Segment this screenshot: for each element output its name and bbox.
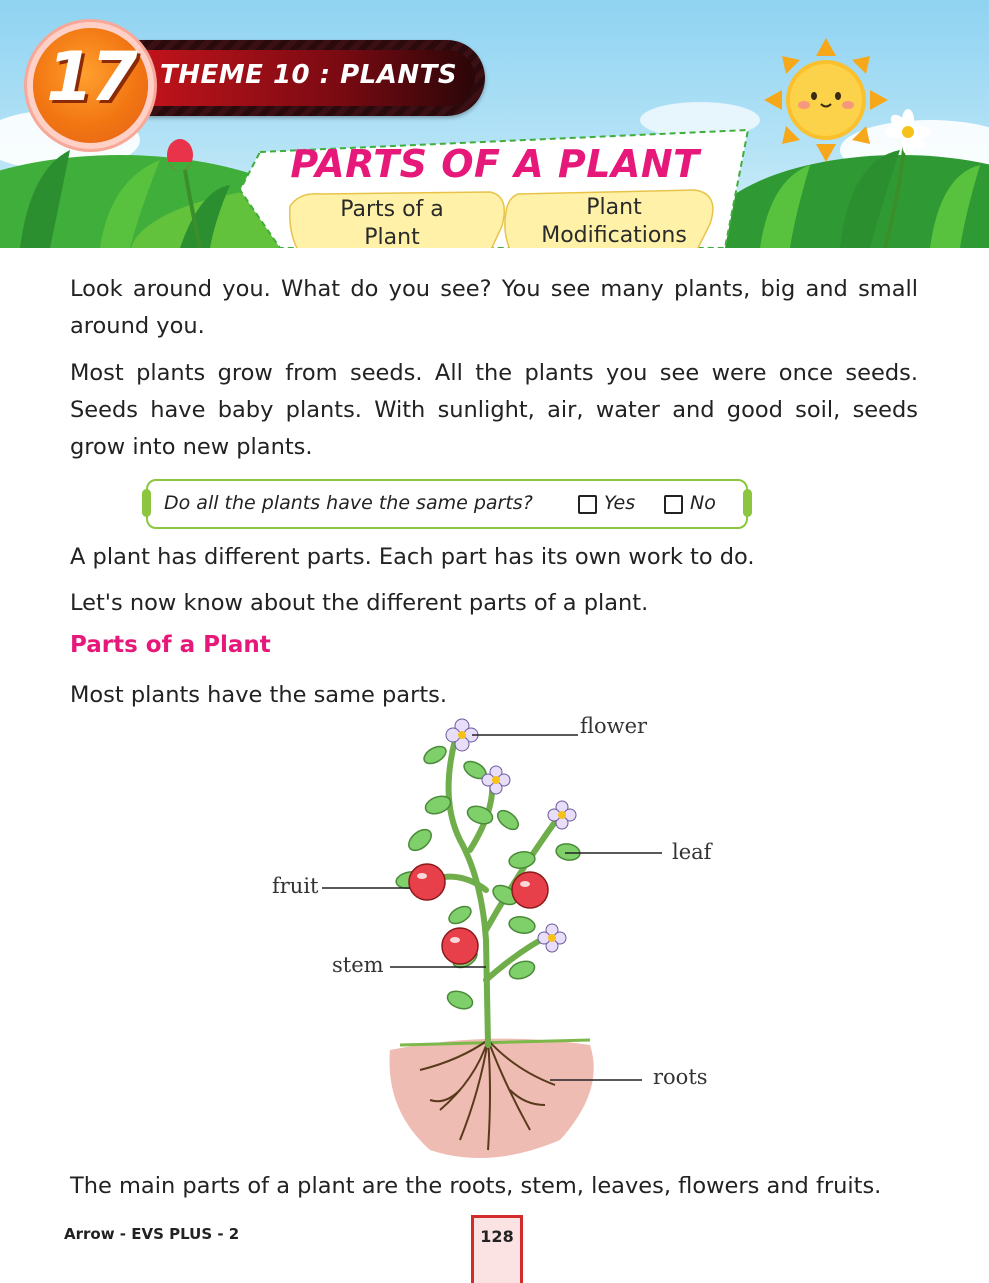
tab-label-line1: Parts of a: [340, 197, 444, 222]
chapter-theme: THEME 10 : PLANTS: [160, 60, 458, 90]
seeds-paragraph: Most plants grow from seeds. All the plants you see were once seeds. Seeds have baby plants. With sunlight, air, water and good soil, seeds grow into new plants.: [70, 360, 918, 460]
question-text: Do all the plants have the same parts?: [164, 492, 533, 514]
header-banner: [0, 0, 989, 248]
question-box-cap-left: [142, 489, 151, 517]
label-roots: roots: [653, 1065, 708, 1089]
question-box: [146, 479, 748, 529]
soil-illustration: [390, 1039, 594, 1158]
tab-plant-modifications[interactable]: [530, 194, 698, 250]
page-number: 128: [480, 1227, 514, 1246]
parts-paragraph: A plant has different parts. Each part has its own work to do.: [70, 544, 755, 570]
summary-paragraph: The main parts of a plant are the roots, stem, leaves, flowers and fruits.: [70, 1173, 882, 1199]
section-heading: Parts of a Plant: [70, 632, 271, 658]
same-parts-paragraph: Most plants have the same parts.: [70, 682, 448, 708]
label-stem: stem: [332, 953, 384, 977]
tab-label-line1: Plant: [586, 195, 642, 220]
label-fruit: fruit: [272, 874, 319, 898]
tab-parts-of-a-plant[interactable]: [322, 196, 462, 252]
yes-checkbox[interactable]: [578, 495, 597, 514]
plant-diagram: [260, 710, 720, 1170]
intro-paragraph: Look around you. What do you see? You see many plants, big and small around you.: [70, 276, 918, 339]
label-flower: flower: [580, 714, 648, 738]
footer-brand: Arrow - EVS PLUS - 2: [64, 1225, 240, 1243]
page-number-tab: [471, 1215, 523, 1283]
lets-know-paragraph: Let's now know about the different parts of a plant.: [70, 590, 649, 616]
chapter-number: 17: [46, 38, 135, 117]
yes-label: Yes: [604, 492, 636, 514]
sun-icon: [764, 38, 888, 162]
no-label: No: [690, 492, 716, 514]
label-leaf: leaf: [672, 840, 712, 864]
tab-label-line2: Modifications: [541, 223, 687, 248]
tab-label-line2: Plant: [364, 225, 420, 250]
question-box-cap-right: [743, 489, 752, 517]
no-checkbox[interactable]: [664, 495, 683, 514]
page-title: PARTS OF A PLANT: [290, 142, 700, 186]
